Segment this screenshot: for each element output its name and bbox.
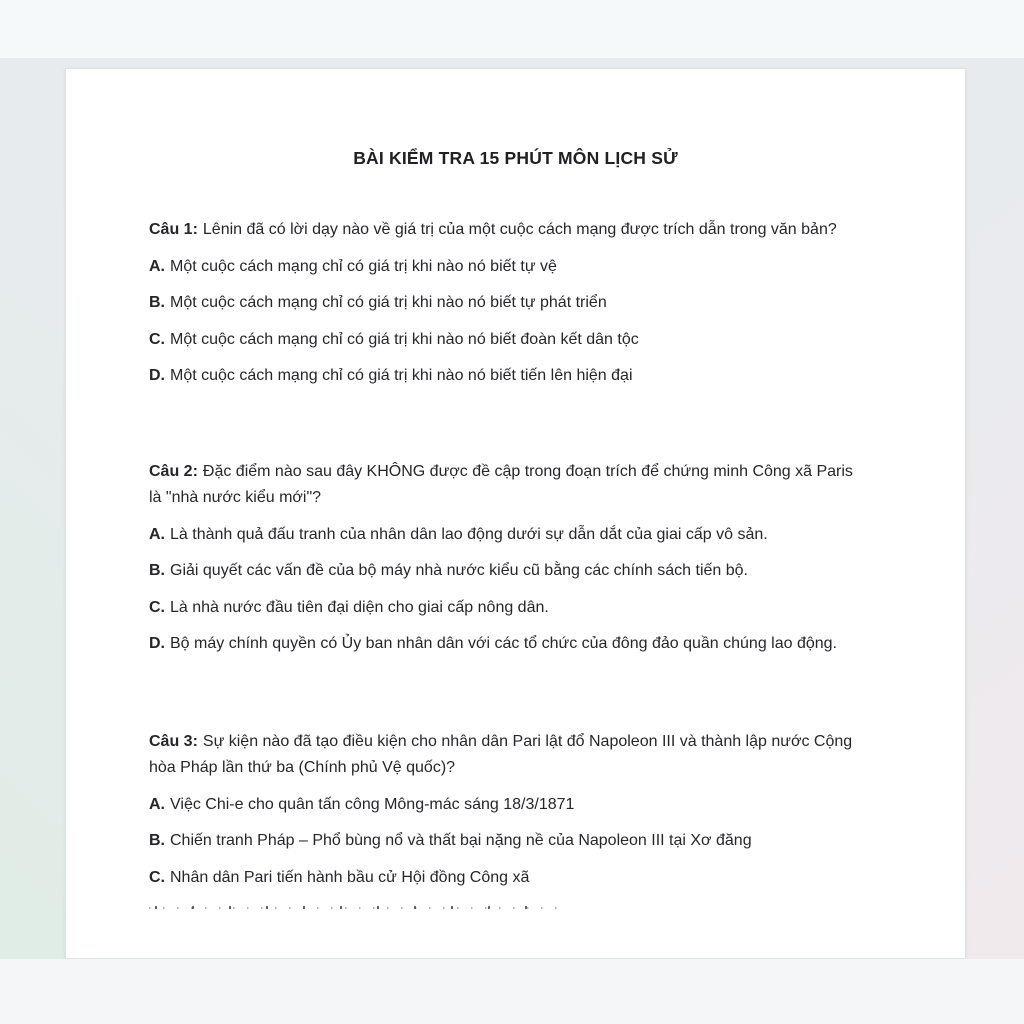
option-letter: C.: [149, 598, 165, 616]
question-text: [149, 217, 859, 243]
option-text: Là thành quả đấu tranh của nhân dân lao động dưới sự dẫn dắt của giai cấp vô sản.: [170, 525, 768, 543]
answer-option-c: [149, 327, 859, 353]
option-text: Một cuộc cách mạng chỉ có giá trị khi nào nó biết tiến lên hiện đại: [170, 367, 633, 384]
option-letter: D.: [149, 635, 165, 652]
document-content: [66, 69, 965, 927]
answer-option-d: [149, 631, 859, 657]
answer-option-a: [149, 792, 859, 818]
clipped-next-answer-line: [149, 901, 579, 927]
document-title: BÀI KIỂM TRA 15 PHÚT MÔN LỊCH SỬ: [353, 148, 678, 168]
question-label: Câu 1:: [149, 221, 198, 238]
background-top-strip: [0, 0, 1024, 58]
question-label: Câu 3:: [149, 733, 198, 750]
option-text: Bộ máy chính quyền có Ủy ban nhân dân với các tổ chức của đông đảo quần chúng lao động.: [170, 635, 837, 652]
option-text: Là nhà nước đầu tiên đại diện cho giai cấp nông dân.: [170, 598, 549, 616]
option-letter: B.: [149, 562, 165, 579]
option-text: Nhân dân Pari tiến hành bầu cử Hội đồng Công xã: [170, 868, 530, 886]
option-letter: A.: [149, 525, 165, 543]
option-text: Một cuộc cách mạng chỉ có giá trị khi nào nó biết tự vệ: [170, 257, 557, 275]
option-letter: A.: [149, 795, 165, 813]
question-text: [149, 459, 859, 511]
option-letter: A.: [149, 257, 165, 275]
background-bottom-strip: [0, 959, 1024, 1024]
option-text: Một cuộc cách mạng chỉ có giá trị khi nào nó biết đoàn kết dân tộc: [170, 330, 639, 348]
answer-option-b: [149, 828, 859, 854]
question-block-2: [149, 459, 882, 657]
answer-option-b: [149, 558, 859, 584]
answer-option-a: [149, 254, 859, 280]
option-text: Việc Chi-e cho quân tấn công Mông-mác sáng 18/3/1871: [170, 795, 575, 813]
answer-option-a: [149, 522, 859, 548]
question-text: [149, 729, 859, 781]
document-page[interactable]: [65, 68, 966, 959]
answer-option-b: [149, 290, 859, 316]
option-text: Giải quyết các vấn đề của bộ máy nhà nước kiểu cũ bằng các chính sách tiến bộ.: [170, 562, 748, 579]
option-letter: C.: [149, 330, 165, 348]
answer-option-d: [149, 363, 859, 389]
option-text: Chiến tranh Pháp – Phổ bùng nổ và thất bại nặng nề của Napoleon III tại Xơ đăng: [170, 832, 752, 849]
question-body: Đặc điểm nào sau đây KHÔNG được đề cập trong đoạn trích để chứng minh Công xã Paris là "nhà nước kiểu mới"?: [149, 463, 853, 506]
question-block-3: [149, 729, 882, 927]
question-body: Lênin đã có lời dạy nào về giá trị của một cuộc cách mạng được trích dẫn trong văn bản?: [202, 221, 837, 238]
option-letter: C.: [149, 868, 165, 886]
option-letter: B.: [149, 832, 165, 849]
option-text: Một cuộc cách mạng chỉ có giá trị khi nào nó biết tự phát triển: [170, 294, 607, 311]
answer-option-c: [149, 865, 859, 891]
option-letter: D.: [149, 367, 165, 384]
question-block-1: [149, 217, 882, 389]
question-label: Câu 2:: [149, 463, 198, 480]
option-letter: B.: [149, 294, 165, 311]
question-body: Sự kiện nào đã tạo điều kiện cho nhân dân Pari lật đổ Napoleon III và thành lập nước Cộng hòa Pháp lần thứ ba (Chính phủ Vệ quốc)?: [149, 733, 853, 776]
answer-option-c: [149, 595, 859, 621]
